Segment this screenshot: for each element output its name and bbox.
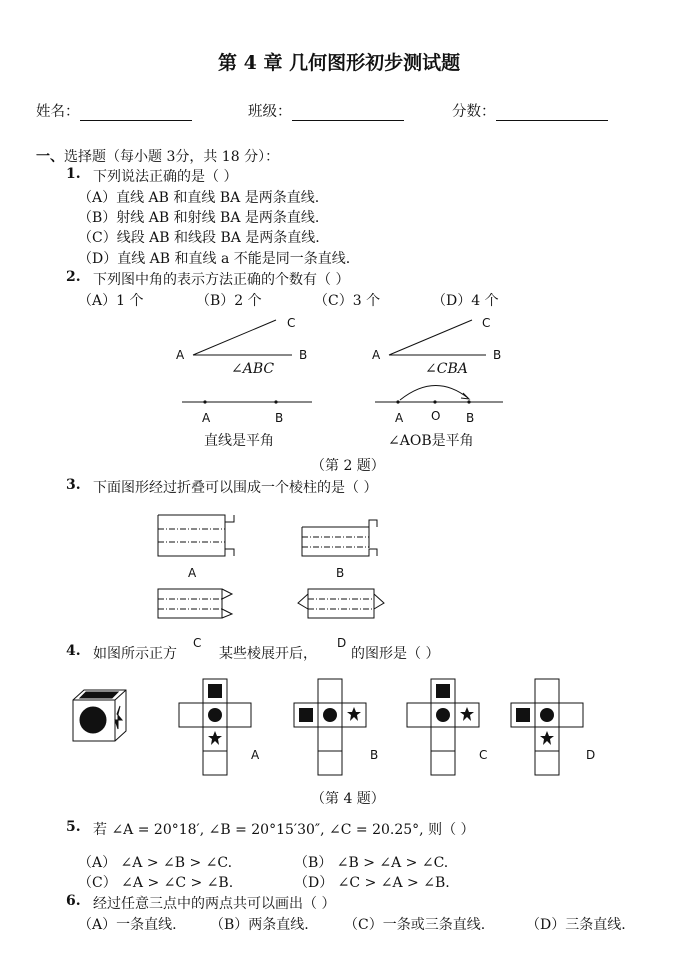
q2-fig2-label-a: A	[372, 348, 381, 362]
q2-fig1-label-c: C	[287, 316, 296, 330]
q2-fig2-caption: ∠CBA	[425, 361, 468, 377]
class-label: 班级：	[248, 104, 292, 120]
q4-stem-part1: 如图所示正方	[93, 646, 177, 662]
q5-option-d: （D） ∠C > ∠A > ∠B.	[294, 875, 450, 891]
q1-option-c: （C）线段 AB 和线段 BA 是两条直线.	[78, 230, 320, 246]
page-title: 第 4 章 几何图形初步测试题	[218, 52, 461, 74]
q4-overlay-d: D	[334, 636, 349, 650]
q6-option-d: （D）三条直线.	[526, 917, 626, 933]
q1-option-a: （A）直线 AB 和直线 BA 是两条直线.	[78, 190, 320, 206]
section-text: 选择题（每小题 3分，共 18 分）：	[64, 149, 280, 165]
q1-option-d: （D）直线 AB 和直线 a 不能是同一条直线.	[78, 251, 351, 267]
q5-option-c: （C） ∠A > ∠C > ∠B.	[78, 875, 234, 891]
q1-option-b: （B）射线 AB 和射线 BA 是两条直线.	[78, 210, 320, 226]
q2-stem: 下列图中角的表示方法正确的个数有（ ）	[93, 272, 350, 288]
q6-option-c: （C）一条或三条直线.	[344, 917, 486, 933]
q4-label-d: D	[586, 748, 596, 762]
q4-number: 4.	[66, 643, 81, 659]
q3-label-b: B	[336, 566, 345, 580]
q5-option-b: （B） ∠B > ∠A > ∠C.	[294, 855, 449, 871]
q3-label-a: A	[188, 566, 197, 580]
q5-stem: 若 ∠A = 20°18′, ∠B = 20°15′30″, ∠C = 20.25°, 则（ ）	[93, 822, 475, 838]
q4-cube	[73, 690, 126, 741]
q2-option-b: （B）2 个	[196, 293, 262, 309]
name-label: 姓名：	[36, 104, 80, 120]
q4-stem-part3: 的图形是（ ）	[351, 646, 440, 662]
q2-fig3-caption: 直线是平角	[204, 433, 274, 449]
q1-number: 1.	[66, 166, 81, 182]
q4-label-a: A	[251, 748, 260, 762]
q6-option-a: （A）一条直线.	[78, 917, 177, 933]
q4-stem-part2: 某些棱展开后，	[219, 646, 317, 662]
q6-option-b: （B）两条直线.	[210, 917, 309, 933]
q2-fig4-caption: ∠AOB是平角	[388, 433, 474, 449]
q2-option-d: （D）4 个	[432, 293, 499, 309]
q3-stem: 下面图形经过折叠可以围成一个棱柱的是（ ）	[93, 480, 378, 496]
q2-fig4-label-o: O	[431, 409, 441, 423]
q4-net-d	[511, 679, 583, 775]
q2-fig1-label-b: B	[299, 348, 308, 362]
q6-stem: 经过任意三点中的两点共可以画出（ ）	[93, 896, 336, 912]
q6-number: 6.	[66, 893, 81, 909]
q2-fig2-label-c: C	[482, 316, 491, 330]
q2-fig4-label-a: A	[395, 411, 404, 425]
q4-label-c: C	[479, 748, 488, 762]
q2-fig4-label-b: B	[466, 411, 475, 425]
q4-overlay-c: C	[190, 636, 204, 650]
q1-stem: 下列说法正确的是（ ）	[93, 169, 238, 185]
q2-figure-label: （第 2 题）	[311, 458, 385, 474]
q4-figure-label: （第 4 题）	[311, 791, 385, 807]
q2-fig1-label-a: A	[176, 348, 185, 362]
q4-label-b: B	[370, 748, 379, 762]
q5-option-a: （A） ∠A > ∠B > ∠C.	[78, 855, 233, 871]
q3-number: 3.	[66, 477, 81, 493]
q2-option-c: （C）3 个	[314, 293, 381, 309]
q5-number: 5.	[66, 819, 81, 835]
score-label: 分数：	[452, 104, 496, 120]
q2-option-a: （A）1 个	[78, 293, 144, 309]
q2-fig1-caption: ∠ABC	[231, 361, 275, 377]
q2-fig2-label-b: B	[493, 348, 502, 362]
q2-number: 2.	[66, 269, 81, 285]
q4-net-b	[294, 679, 366, 775]
q2-fig3-label-b: B	[275, 411, 284, 425]
q2-fig3-label-a: A	[202, 411, 211, 425]
section-number: 一、	[36, 149, 64, 165]
